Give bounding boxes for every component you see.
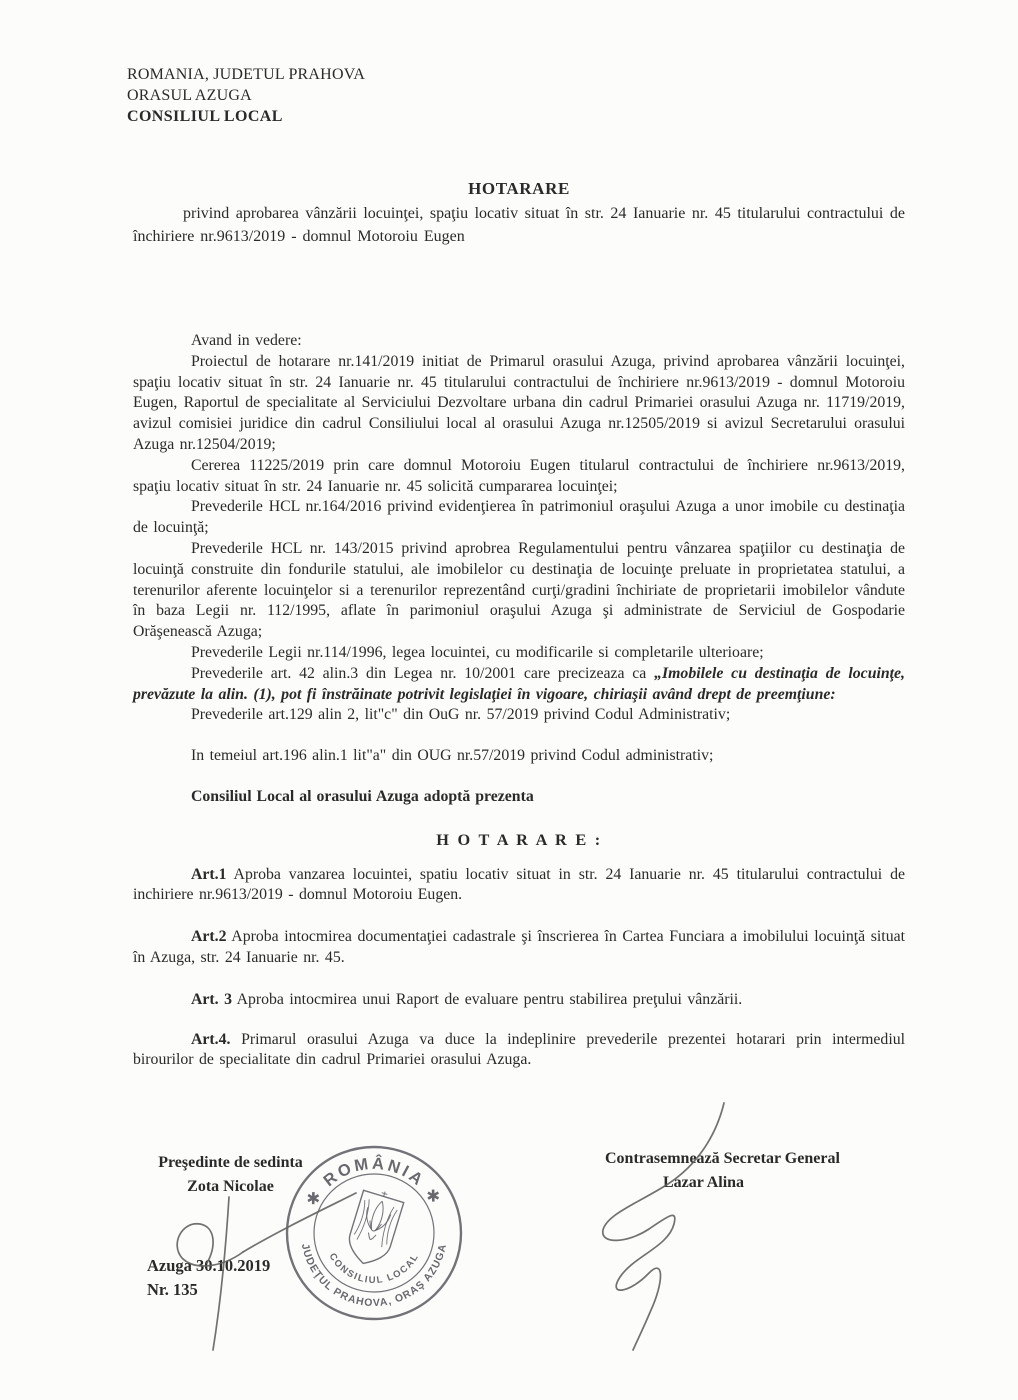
letterhead [127,64,365,127]
article-3-text: Aproba intocmirea unui Raport de evaluare pentru stabilirea preţului vânzării. [236,990,743,1008]
article-1-text: Aproba vanzarea locuintei, spatiu locativ situat in str. 24 Ianuarie nr. 45 titularului contractului de inchiriere nr.9613/2019 - domnul Motoroiu Eugen. [133,865,905,904]
article-2-label: Art.2 [191,928,227,946]
signature-block-secretary [605,1147,895,1195]
council-round-stamp [284,1144,464,1322]
secretary-name: Lazar Alina [663,1174,745,1191]
adoption-line: Consiliul Local al orasului Azuga adoptă prezenta [191,787,534,805]
stamp-inner-ring [314,1174,434,1292]
recital-legea-114: Prevederile Legii nr.114/1996, legea locuintei, cu modificarile si completarile ulterioare; [191,643,764,661]
recital-quote-text: „Imobilele cu destinaţia de locuinţe, prevăzute la alin. (1), pot fi înstrăinate potrivit legislaţiei în vigoare, chiriaşii având drept de preemţiune: [133,664,906,703]
article-4-label: Art.4. [191,1030,231,1048]
legal-basis-line: In temeiul art.196 alin.1 lit"a" din OUG nr.57/2019 privind Codul administrativ; [191,747,714,765]
recital-legea-10-2001 [133,664,905,706]
article-2 [133,927,905,969]
svg-text:CONSILIUL LOCAL [327,1251,422,1286]
having-regard-line: Avand in vedere: [191,332,302,349]
recital-quote-lead: Prevederile art. 42 alin.3 din Legea nr. 10/2001 care precizeaza ca [191,664,647,682]
recital-oug-57: Prevederile art.129 alin 2, lit"c" din OuG nr. 57/2019 privind Codul Administrativ; [191,706,731,724]
issuance-block [147,1254,270,1302]
stamp-county-arc: JUDEŢUL PRAHOVA, ORAŞ AZUGA [298,1242,450,1310]
issuance-number: Nr. 135 [147,1280,198,1299]
document-body [133,331,905,1071]
issuance-place-date: Azuga 30.10.2019 [147,1256,271,1275]
recital-hcl-143: Prevederile HCL nr. 143/2015 privind aprobrea Regulamentului pentru vânzarea spaţiilor cu destinaţia de locuinţă construite din fondurile statului, ale imobilelor cu destinaţia de locuinţe preluate in proprietatea statului, a terenurilor aferente locuinţelor si a terenurilor reprezentând curţi/gradini închiriate de proprietarii imobilelor vândute în baza Legii nr. 112/1995, aflate în parimoniul oraşului Azuga şi administrate de Serviciul de Gospodarie Orăşenească Azuga; [133,539,905,641]
document-subtitle: privind aprobarea vânzării locuinţei, spaţiu locativ situat în str. 24 Ianuarie nr. 45 titularului contractului de închiriere nr.9613/2019 - domnul Motoroiu Eugen [133,205,905,245]
letterhead-org: CONSILIUL LOCAL [127,108,283,125]
article-4 [133,1030,905,1072]
article-1 [133,865,905,907]
stamp-romania-arc: ✱ ROMÂNIA ✱ [302,1154,446,1210]
recital-project: Proiectul de hotarare nr.141/2019 initiat de Primarul orasului Azuga, privind aprobarea vânzării locuinţei, spaţiu locativ situat în str. 24 Ianuarie nr. 45 titularului contractului de închiriere nr.9613/2019 - domnul Motoroiu Eugen, Raportul de specialitate al Serviciului Dezvoltare urbana din cadrul Primariei orasului Azuga nr. 11719/2019, avizul comisiei juridice din cadrul Consiliului local al orasului Azuga nr.12505/2019 si avizul Secretarului orasului Azuga nr.12504/2019; [133,352,905,453]
article-4-text: Primarul orasului Azuga va duce la indeplinire prevederile prezentei hotarari prin intermediul birourilor de specialitate din cadrul Primariei orasului Azuga. [133,1030,905,1069]
stamp-outer-ring [287,1147,461,1319]
president-name: Zota Nicolae [187,1178,274,1195]
decision-heading: H O T A R A R E : [436,829,602,849]
letterhead-country: ROMANIA, JUDETUL PRAHOVA [127,66,366,83]
letterhead-city: ORASUL AZUGA [127,87,252,104]
article-3 [133,990,905,1011]
article-3-label: Art. 3 [191,990,232,1008]
article-1-label: Art.1 [191,865,227,883]
recital-hcl-164: Prevederile HCL nr.164/2016 privind evidenţierea în patrimoniul oraşului Azuga a unor imobile cu destinaţia de locuinţă; [133,498,905,537]
stamp-council-arc: CONSILIUL LOCAL [326,1251,422,1287]
title-block [133,179,905,248]
article-2-text: Aproba intocmirea documentaţiei cadastrale şi înscrierea în Cartea Funciara a imobilului locuinţă situat în Azuga, str. 24 Ianuarie nr. 45. [133,928,905,966]
coat-of-arms-icon [343,1186,405,1270]
president-title: Preşedinte de sedinta [158,1154,303,1171]
secretary-title: Contrasemnează Secretar General [605,1150,840,1167]
recital-request: Cererea 11225/2019 prin care domnul Motoroiu Eugen titularul contractului de închiriere nr.9613/2019, spaţiu locativ situat în str. 24 Ianuarie nr. 45 solicită cumpararea locuinţei; [133,456,905,495]
document-title: HOTARARE [468,179,570,198]
secretary-signature [603,1103,724,1350]
